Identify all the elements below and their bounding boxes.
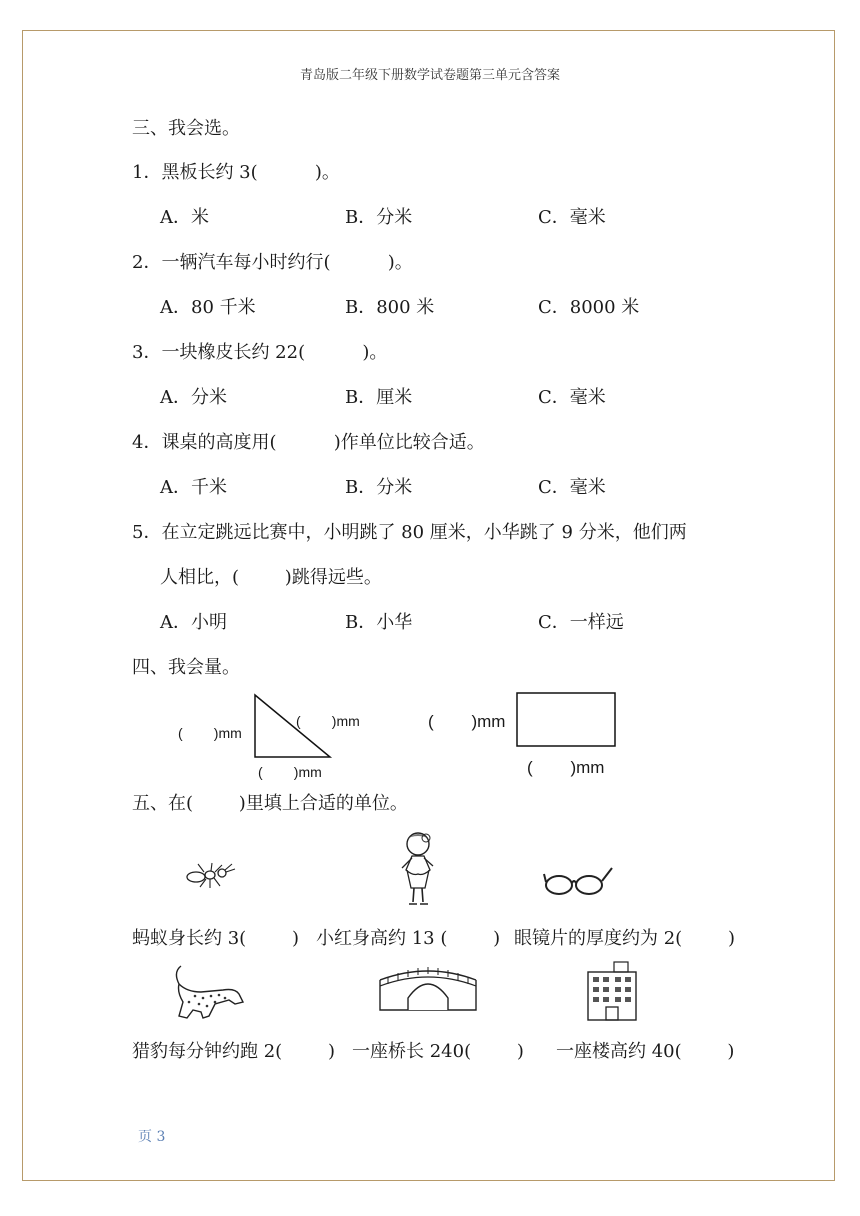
- rectangle-shape: [517, 693, 615, 746]
- q1-option-b: B．分米: [345, 207, 413, 228]
- page-header: 青岛版二年级下册数学试卷题第三单元含答案: [299, 68, 560, 83]
- q3-option-c: C．毫米: [538, 387, 606, 408]
- q3-option-b: B．厘米: [345, 387, 413, 408]
- q1-option-a: A．米: [160, 207, 209, 228]
- q5-stem: 5．在立定跳远比赛中，小明跳了 80 厘米，小华跳了 9 分米，他们两: [132, 522, 687, 543]
- q4-stem: 4．课桌的高度用( )作单位比较合适。: [132, 432, 485, 453]
- q2-option-a: A．80 千米: [160, 297, 256, 318]
- rectangle-bottom-blank: ( )mm: [527, 758, 605, 777]
- section3-title: 三、我会选。: [132, 118, 240, 139]
- q4-option-b: B．分米: [345, 477, 413, 498]
- rectangle-left-blank: ( )mm: [428, 712, 506, 731]
- triangle-hypotenuse-blank: ( )mm: [296, 713, 360, 729]
- building-question: 一座楼高约 40( ): [556, 1041, 735, 1062]
- glasses-icon: [542, 864, 614, 898]
- cheetah-question: 猎豹每分钟约跑 2( ): [132, 1041, 335, 1062]
- q4-option-c: C．毫米: [538, 477, 606, 498]
- q4-option-a: A．千米: [160, 477, 227, 498]
- q1-option-c: C．毫米: [538, 207, 606, 228]
- girl-icon: [393, 830, 443, 908]
- ant-question: 蚂蚁身长约 3( ): [132, 928, 299, 949]
- q5-stem-line2: 人相比，( )跳得远些。: [160, 567, 382, 588]
- bridge-icon: [378, 960, 478, 1016]
- q2-option-b: B．800 米: [345, 297, 435, 318]
- ant-icon: [182, 860, 242, 890]
- q5-option-b: B．小华: [345, 612, 413, 633]
- building-icon: [584, 960, 640, 1022]
- girl-question: 小红身高约 13 ( ): [316, 928, 501, 949]
- bridge-question: 一座桥长 240( ): [352, 1041, 524, 1062]
- q2-stem: 2．一辆汽车每小时约行( )。: [132, 252, 413, 273]
- cheetah-icon: [165, 962, 247, 1024]
- q5-option-c: C．一样远: [538, 612, 624, 633]
- section5-title: 五、在( )里填上合适的单位。: [132, 793, 408, 814]
- q3-option-a: A．分米: [160, 387, 227, 408]
- q3-stem: 3．一块橡皮长约 22( )。: [132, 342, 388, 363]
- q1-stem: 1．黑板长约 3( )。: [132, 162, 340, 183]
- q2-option-c: C．8000 米: [538, 297, 640, 318]
- triangle-left-blank: ( )mm: [178, 725, 242, 741]
- glasses-question: 眼镜片的厚度约为 2( ): [514, 928, 735, 949]
- page-number: 页 3: [138, 1129, 166, 1145]
- section4-title: 四、我会量。: [132, 657, 240, 678]
- triangle-bottom-blank: ( )mm: [258, 764, 322, 780]
- q5-option-a: A．小明: [160, 612, 227, 633]
